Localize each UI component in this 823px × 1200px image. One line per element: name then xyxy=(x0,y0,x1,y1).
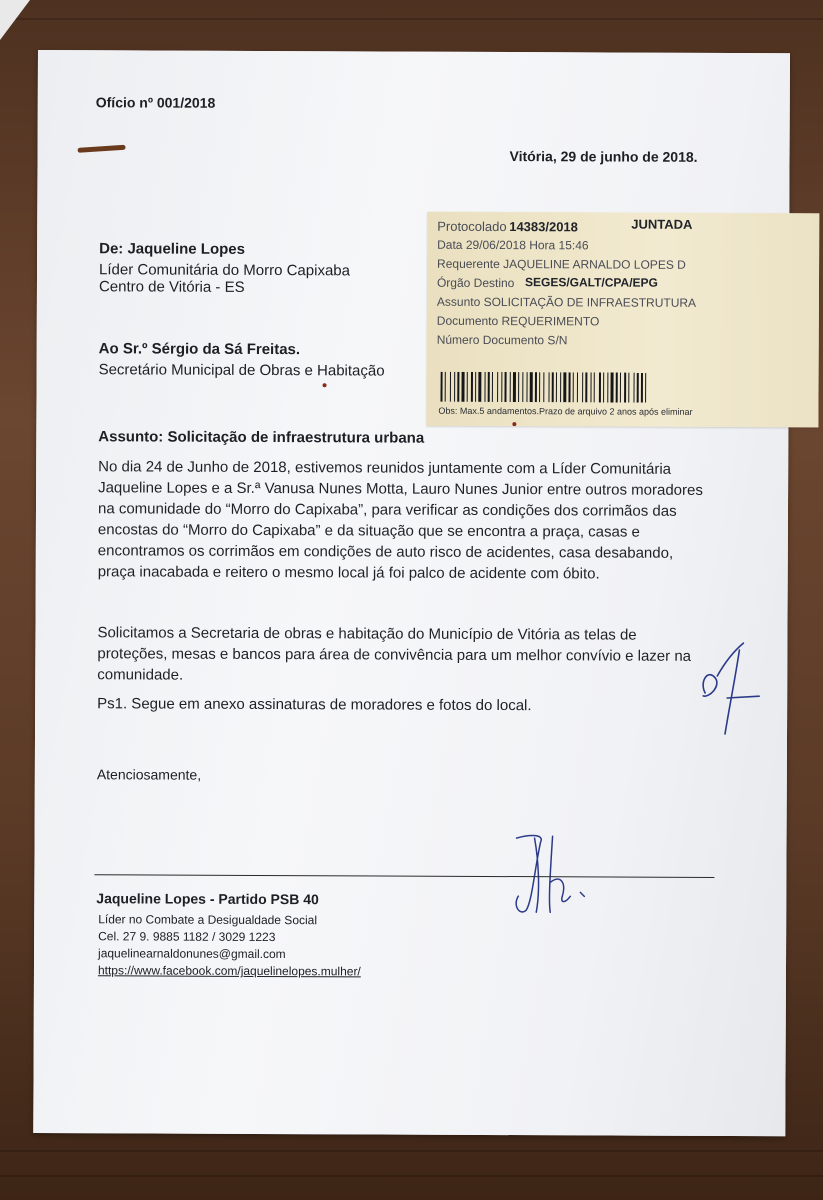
barcode-bar xyxy=(573,372,574,402)
barcode-bar xyxy=(471,372,473,402)
barcode-bar xyxy=(475,372,476,402)
barcode-bar xyxy=(454,372,455,402)
signatory-facebook-link[interactable]: https://www.facebook.com/jaquelinelopes.mulher/ xyxy=(97,963,361,979)
barcode-bar xyxy=(556,372,557,402)
barcode-bar xyxy=(488,372,490,402)
barcode-bar xyxy=(637,373,639,403)
barcode-bar xyxy=(504,372,506,402)
paper-corner xyxy=(0,0,30,40)
barcode-bar xyxy=(590,372,591,402)
stamp-obs-line: Obs: Max.5 andamentos.Prazo de arquivo 2 anos após eliminar xyxy=(438,405,693,417)
signatory-role: Líder no Combate a Desigualdade Social xyxy=(98,912,318,928)
barcode-bar xyxy=(510,372,511,402)
barcode-bar xyxy=(457,372,459,402)
stamp-data-line: Data 29/06/2018 Hora 15:46 xyxy=(437,237,589,253)
signatory-email[interactable]: jaquelinearnaldonunes@gmail.com xyxy=(98,946,286,962)
barcode-bar xyxy=(543,372,544,402)
barcode-bar xyxy=(492,372,493,402)
barcode-bar xyxy=(478,372,481,402)
stamp-documento-line: Documento REQUERIMENTO xyxy=(436,313,600,329)
stamp-orgao-label: Órgão Destino xyxy=(436,275,515,291)
stamp-protocolo-label: Protocolado xyxy=(437,218,507,235)
ink-dot xyxy=(323,383,327,387)
ink-dot xyxy=(512,422,516,426)
barcode-bar xyxy=(577,372,578,402)
letter-sheet xyxy=(33,50,790,1136)
recipient-title: Secretário Municipal de Obras e Habitação xyxy=(98,361,385,380)
stamp-orgao-value: SEGES/GALT/CPA/EPG xyxy=(524,275,658,290)
barcode-bar xyxy=(440,372,442,402)
barcode-bar xyxy=(467,372,468,402)
signature-line xyxy=(94,874,714,878)
body-paragraph-2: Solicitamos a Secretaria de obras e habitação do Município de Vitória as telas de proteções, mesas e bancos para área de convivência para um melhor convívio e lazer na comunidade. xyxy=(97,624,692,684)
barcode-bar xyxy=(484,372,485,402)
barcode-bar xyxy=(633,373,634,403)
barcode-bar xyxy=(539,372,540,402)
barcode-bar xyxy=(568,372,570,402)
stamp-numero-line: Número Documento S/N xyxy=(436,332,568,348)
barcode-bar xyxy=(603,372,604,402)
barcode-bar xyxy=(522,372,523,402)
barcode-bar xyxy=(620,373,621,403)
stamp-protocolo-value: 14383/2018 xyxy=(509,219,578,235)
signatory-name: Jaqueline Lopes - Partido PSB 40 xyxy=(96,890,319,908)
barcode xyxy=(440,372,650,403)
barcode-bar xyxy=(530,372,533,402)
body-paragraph-1: No dia 24 de Junho de 2018, estivemos reunidos juntamente com a Líder Comunitária Jaqueline Lopes e a Sr.ª Vanusa Nunes Motta, Lauro Nunes Junior entre outros moradores na comunidade do “Morro do Capixaba”, para verificar as condições dos corrimãos das encostas do “Morro do Capixaba” e da situação que se encontra a praça, casas e encontramos os corrimãos em condições de auto risco de acidentes, casa desabando, praça inacabada e reitero o mesmo local já foi palco de acidente com óbito. xyxy=(97,458,703,583)
barcode-bar xyxy=(616,373,618,403)
protocol-stamp xyxy=(426,212,819,428)
barcode-bar xyxy=(607,372,608,402)
sender-name: De: Jaqueline Lopes xyxy=(99,240,246,258)
signatory-phone: Cel. 27 9. 9885 1182 / 3029 1223 xyxy=(98,929,276,945)
postscript: Ps1. Segue em anexo assinaturas de moradores e fotos do local. xyxy=(97,695,532,715)
barcode-bar xyxy=(594,372,595,402)
barcode-bar xyxy=(461,372,464,402)
barcode-bar xyxy=(582,372,583,402)
barcode-bar xyxy=(513,372,516,402)
barcode-bar xyxy=(624,373,626,403)
barcode-bar xyxy=(535,372,537,402)
barcode-bar xyxy=(445,372,446,402)
barcode-bar xyxy=(585,372,587,402)
barcode-bar xyxy=(518,372,519,402)
stamp-requerente-line: Requerente JAQUELINE ARNALDO LOPES D xyxy=(437,256,686,272)
barcode-bar xyxy=(628,373,629,403)
barcode-bar xyxy=(610,373,613,403)
stamp-status: JUNTADA xyxy=(631,216,693,232)
recipient-name: Ao Sr.º Sérgio da Sá Freitas. xyxy=(98,340,301,359)
barcode-bar xyxy=(450,372,451,402)
stamp-assunto-line: Assunto SOLICITAÇÃO DE INFRAESTRUTURA xyxy=(436,294,697,310)
initials-signature xyxy=(697,638,767,738)
barcode-bar xyxy=(548,372,549,402)
barcode-bar xyxy=(563,372,566,402)
staple-rust-mark xyxy=(77,145,125,153)
oficio-number: Ofício nº 001/2018 xyxy=(95,94,216,111)
barcode-bar xyxy=(645,373,646,403)
sender-title: Líder Comunitária do Morro Capixaba xyxy=(99,261,351,280)
barcode-bar xyxy=(526,372,527,402)
sender-location: Centro de Vitória - ES xyxy=(98,278,245,296)
subject-line: Assunto: Solicitação de infraestrutura urbana xyxy=(98,428,425,447)
barcode-bar xyxy=(497,372,498,402)
barcode-bar xyxy=(501,372,502,402)
barcode-bar xyxy=(641,373,643,403)
barcode-bar xyxy=(560,372,561,402)
date-line: Vitória, 29 de junho de 2018. xyxy=(509,148,698,165)
closing: Atenciosamente, xyxy=(96,766,202,783)
barcode-bar xyxy=(599,372,601,402)
barcode-bar xyxy=(552,372,554,402)
